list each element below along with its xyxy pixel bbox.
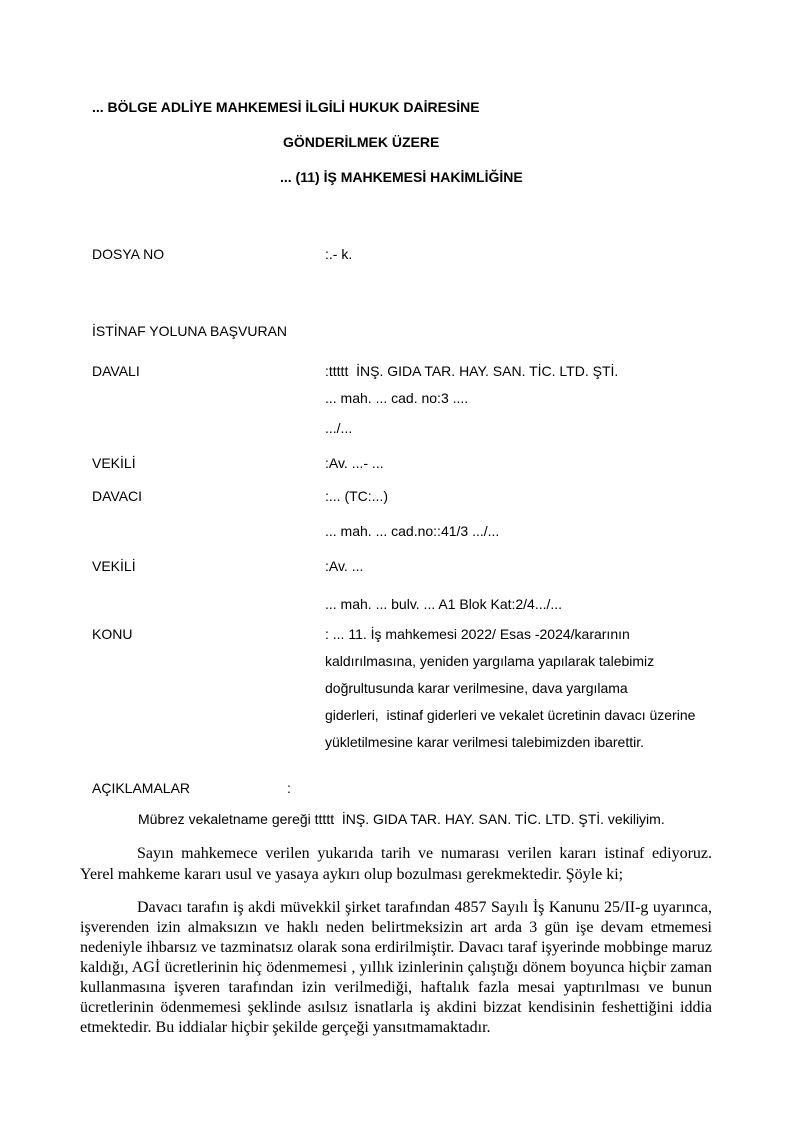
field-value-konu-line5: yükletilmesine karar verilmesi talebimizden ibarettir. — [325, 734, 645, 750]
field-row-davali — [92, 358, 712, 442]
field-value-vekili-1: :Av. ...- ... — [325, 455, 384, 471]
body-paragraph-facts: Davacı tarafın iş akdi müvekkil şirket tarafından 4857 Sayılı İş Kanunu 25/II-g uyarınca, işverenden izin almaksızın ve haklı neden belirtmeksizin art arda 3 gün işe devam etmemesi nedeniyle ihbarsız ve tazminatsız olarak sona erdirilmiştir. Davacı taraf işyerinde mobbinge maruz kaldığı, AGİ ücretlerinin hiç ödenmemesi , yıllık izinlerinin çalıştığı dönem boyunca hiçbir zaman kullanmasına işveren tarafından izin verilmediği, haftalık fazla mesai yaptırılması ve bunun ücretlerinin ödenmemesi şeklinde asılsız isnatlarla iş akdini bizzat kendisinin feshettiğini iddia etmektedir. Bu iddialar hiçbir şekilde gerçeği yansıtmamaktadır. — [80, 899, 712, 1036]
field-value-vekili-2: :Av. ... — [325, 558, 364, 574]
field-value-konu-line4: giderleri, istinaf giderleri ve vekalet ücretinin davacı üzerine — [325, 707, 696, 723]
field-value-konu-line1: : ... 11. İş mahkemesi 2022/ Esas -2024/kararının — [325, 626, 630, 642]
field-label-davali: DAVALI — [92, 363, 140, 379]
field-row-konu — [92, 621, 712, 756]
field-label-vekili-1: VEKİLİ — [92, 455, 136, 471]
field-row-vekili-1 — [92, 450, 712, 477]
field-value-group — [325, 358, 712, 442]
field-value-konu-line3: doğrultusunda karar verilmesine, dava yargılama — [325, 680, 628, 696]
field-value-group — [325, 241, 712, 268]
field-value-konu-line2: kaldırılmasına, yeniden yargılama yapılarak talebimiz — [325, 653, 655, 669]
field-value-davali-company: :ttttt İNŞ. GIDA TAR. HAY. SAN. TİC. LTD. ŞTİ. — [325, 363, 619, 379]
document-header — [92, 97, 712, 187]
field-label-konu: KONU — [92, 626, 133, 642]
field-value-davaci-name: :... (TC:...) — [325, 488, 388, 504]
field-row-dosya-no — [92, 241, 712, 268]
section-label-aciklamalar: AÇIKLAMALAR — [92, 780, 191, 796]
attorney-statement-line: Mübrez vekaletname gereği ttttt İNŞ. GIDA TAR. HAY. SAN. TİC. LTD. ŞTİ. vekiliyim. — [138, 811, 665, 827]
aciklamalar-colon: : — [287, 780, 291, 796]
field-value-group — [325, 450, 712, 477]
field-value-vekili-2-address: ... mah. ... bulv. ... A1 Blok Kat:2/4.../... — [325, 596, 563, 612]
field-label-vekili-2: VEKİLİ — [92, 558, 136, 574]
field-label-dosya-no: DOSYA NO — [92, 246, 165, 262]
field-row-istinaf-basvuran — [92, 318, 712, 345]
field-row-davaci — [92, 483, 712, 545]
field-label-davaci: DAVACI — [92, 488, 143, 504]
field-value-davali-address: ... mah. ... cad. no:3 .... — [325, 390, 469, 406]
field-label-istinaf-basvuran: İSTİNAF YOLUNA BAŞVURAN — [92, 323, 288, 339]
field-value-group — [325, 621, 712, 756]
header-forwarding-line: GÖNDERİLMEK ÜZERE — [283, 134, 440, 150]
field-value-dosya-no: :.- k. — [325, 246, 353, 262]
field-value-group — [325, 483, 712, 545]
field-row-vekili-2 — [92, 553, 712, 618]
field-value-group — [325, 553, 712, 618]
header-labor-court-line: ... (11) İŞ MAHKEMESİ HAKİMLİĞİNE — [280, 169, 523, 185]
body-paragraph-istinaf: Sayın mahkemece verilen yukarıda tarih ve numarası verilen kararı istinaf ediyoruz. Yerel mahkeme kararı usul ve yasaya aykırı olup bozulması gerekmektedir. Şöyle ki; — [80, 845, 712, 883]
section-row-aciklamalar — [92, 775, 712, 802]
field-value-davali-city: .../... — [325, 420, 353, 436]
field-value-davaci-address: ... mah. ... cad.no::41/3 .../... — [325, 523, 500, 539]
header-regional-court-line: ... BÖLGE ADLİYE MAHKEMESİ İLGİLİ HUKUK DAİRESİNE — [92, 99, 480, 115]
